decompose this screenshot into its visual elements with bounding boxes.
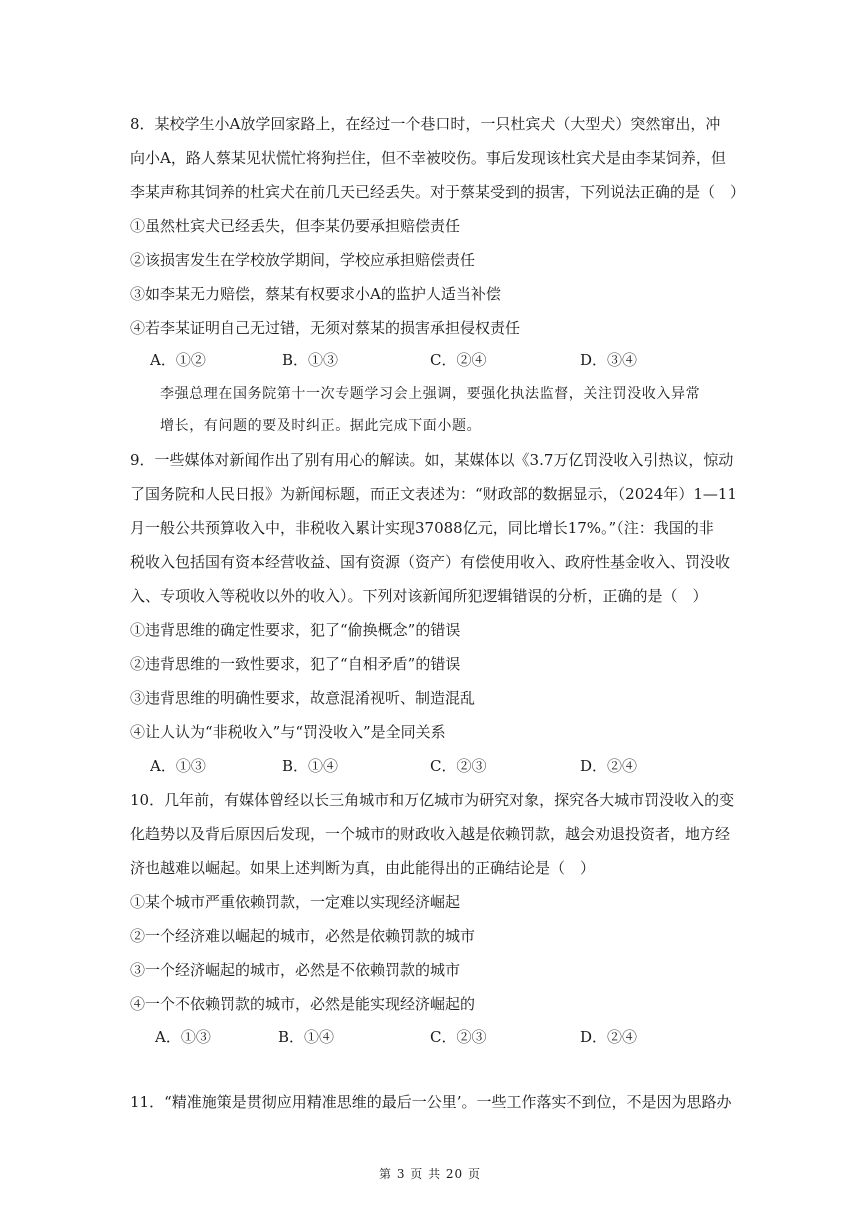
q10-option-b: B．①④ bbox=[278, 1028, 335, 1046]
q11-stem-line-1: 11．“精准施策是贯彻应用精准思维的最后一公里’。一些工作落实不到位，不是因为思路办 bbox=[130, 1093, 732, 1111]
q10-stem-line-2: 化趋势以及背后原因后发现，一个城市的财政收入越是依赖罚款，越会劝退投资者，地方经 bbox=[130, 825, 731, 843]
q8-option-d: D．③④ bbox=[580, 351, 638, 369]
q9-option-d: D．②④ bbox=[580, 757, 638, 775]
q9-stem-line-1: 9．一些媒体对新闻作出了别有用心的解读。如，某媒体以《3.7万亿罚没收入引热议，惊动 bbox=[130, 451, 734, 469]
q10-option-c: C．②③ bbox=[430, 1028, 487, 1046]
q9-option-a: A．①③ bbox=[150, 757, 206, 775]
q8-option-a: A．①② bbox=[150, 351, 206, 369]
q8-stem-line-3: 李某声称其饲养的杜宾犬在前几天已经丢失。对于蔡某受到的损害，下列说法正确的是（ ） bbox=[130, 183, 746, 201]
q10-statement-1: ①某个城市严重依赖罚款，一定难以实现经济崛起 bbox=[130, 893, 461, 911]
q9-stem-line-5: 入、专项收入等税收以外的收入）。下列对该新闻所犯逻辑错误的分析，正确的是（ ） bbox=[130, 587, 708, 605]
q10-stem-line-1: 10．几年前，有媒体曾经以长三角城市和万亿城市为研究对象，探究各大城市罚没收入的变 bbox=[130, 791, 735, 809]
q10-statement-2: ②一个经济难以崛起的城市，必然是依赖罚款的城市 bbox=[130, 927, 476, 945]
q8-statement-4: ④若李某证明自己无过错，无须对蔡某的损害承担侵权责任 bbox=[130, 319, 521, 337]
q8-statement-2: ②该损害发生在学校放学期间，学校应承担赔偿责任 bbox=[130, 251, 476, 269]
q9-option-c: C．②③ bbox=[430, 757, 487, 775]
q9-stem-line-3: 月一般公共预算收入中，非税收入累计实现37088亿元，同比增长17%。”（注：我国的非 bbox=[130, 519, 714, 537]
q10-statement-3: ③一个经济崛起的城市，必然是不依赖罚款的城市 bbox=[130, 961, 461, 979]
q8-stem-line-2: 向小A，路人蔡某见状慌忙将狗拦住，但不幸被咬伤。事后发现该杜宾犬是由李某饲养，但 bbox=[130, 149, 726, 167]
q9-stem-line-2: 了国务院和人民日报》为新闻标题，而正文表述为：“财政部的数据显示，（2024年）1—11 bbox=[130, 485, 737, 503]
q8-statement-3: ③如李某无力赔偿，蔡某有权要求小A的监护人适当补偿 bbox=[130, 285, 501, 303]
q10-statement-4: ④一个不依赖罚款的城市，必然是能实现经济崛起的 bbox=[130, 995, 476, 1013]
page-footer: 第 3 页 共 20 页 bbox=[379, 1167, 481, 1181]
material-line-2: 增长，有问题的要及时纠正。据此完成下面小题。 bbox=[160, 418, 482, 434]
q10-option-a: A．①③ bbox=[155, 1028, 211, 1046]
q8-option-b: B．①③ bbox=[282, 351, 339, 369]
material-line-1: 李强总理在国务院第十一次专题学习会上强调，要强化执法监督，关注罚没收入异常 bbox=[160, 386, 701, 402]
q9-option-b: B．①④ bbox=[282, 757, 339, 775]
q9-statement-3: ③违背思维的明确性要求，故意混淆视听、制造混乱 bbox=[130, 689, 476, 707]
q9-statement-1: ①违背思维的确定性要求，犯了“偷换概念”的错误 bbox=[130, 621, 461, 639]
q9-statement-2: ②违背思维的一致性要求，犯了“自相矛盾”的错误 bbox=[130, 655, 461, 673]
q9-statement-4: ④让人认为“非税收入”与“罚没收入”是全同关系 bbox=[130, 723, 446, 741]
q8-stem-line-1: 8．某校学生小A放学回家路上，在经过一个巷口时，一只杜宾犬（大型犬）突然窜出，冲 bbox=[130, 115, 721, 133]
q8-option-c: C．②④ bbox=[430, 351, 487, 369]
q9-stem-line-4: 税收入包括国有资本经营收益、国有资源（资产）有偿使用收入、政府性基金收入、罚没收 bbox=[130, 553, 731, 571]
q8-statement-1: ①虽然杜宾犬已经丢失，但李某仍要承担赔偿责任 bbox=[130, 217, 461, 235]
q10-option-d: D．②④ bbox=[580, 1028, 638, 1046]
q10-stem-line-3: 济也越难以崛起。如果上述判断为真，由此能得出的正确结论是（ ） bbox=[130, 859, 596, 877]
